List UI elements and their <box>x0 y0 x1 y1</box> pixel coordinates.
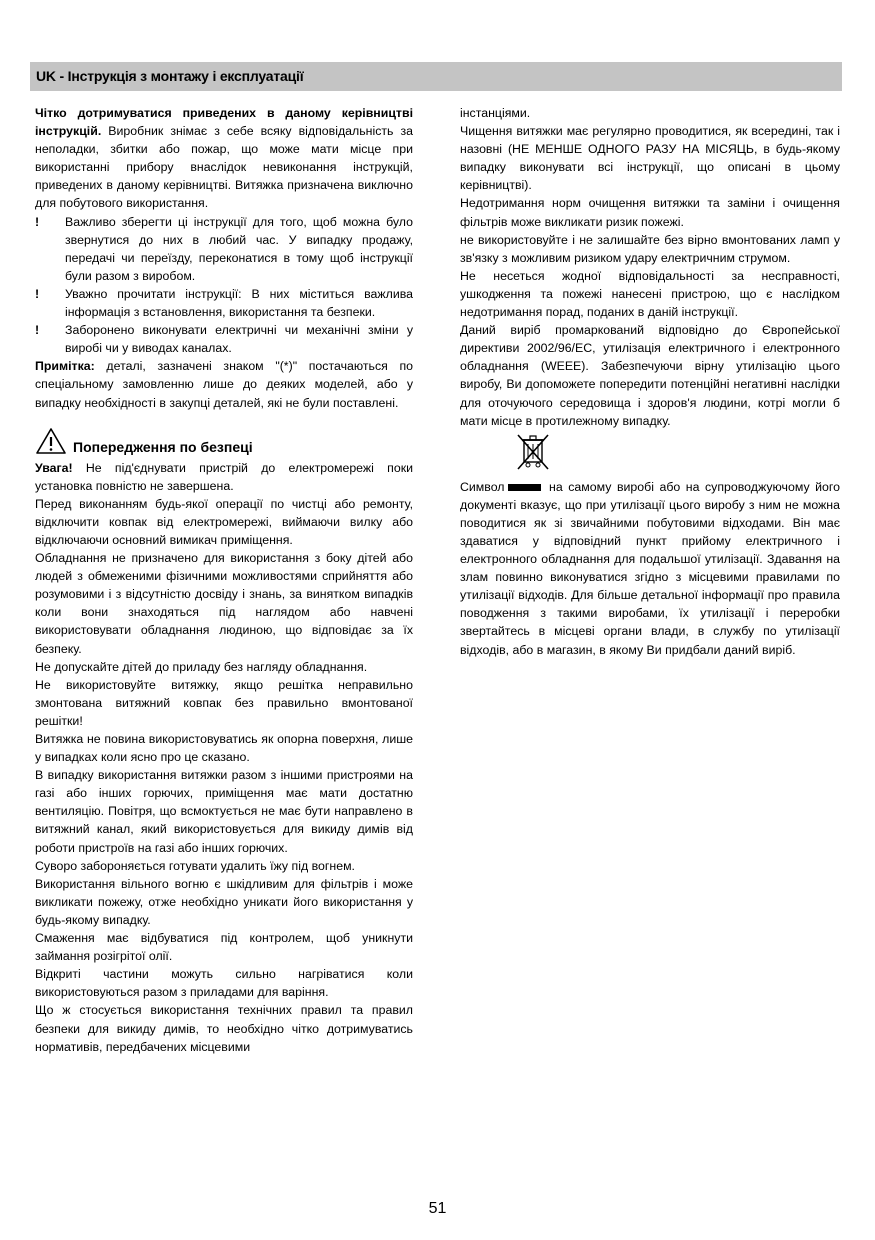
exclamation-icon: ! <box>35 323 40 338</box>
paragraph: не використовуйте і не залишайте без вірно вмонтованих ламп у зв'язку з можливим ризиком удару електричним струмом. <box>460 232 840 265</box>
intro-paragraph <box>35 104 413 213</box>
bullet-text: Заборонено виконувати електричні чи механічні зміни у виробі чи у виводах каналах. <box>65 323 413 356</box>
bullet-text: Уважно прочитати інструкції: В них міститься важлива інформація з встановлення, використання та безпеки. <box>65 286 413 320</box>
paragraph: Не допускайте дітей до приладу без нагляду обладнання. <box>35 659 368 674</box>
note-bold: Примітка: <box>35 359 95 374</box>
note-paragraph <box>35 357 413 411</box>
symbol-paragraph <box>460 478 840 659</box>
right-column <box>460 104 840 659</box>
symbol-word: Символ <box>460 479 505 494</box>
intro-text: Виробник знімає з себе всяку відповідальність за неполадки, збитки або пожар, що може мати місце при використанні прибору внаслідок невиконання інструкцій, приведених в даному керівництві. Витяжка призначена виключно для побутового використання. <box>35 124 413 211</box>
black-bar-symbol <box>508 484 541 491</box>
bullet-text: Важливо зберегти ці інструкції для того, щоб можна було звернутися до них в любий час. У випадку продажу, передачі чи переїзду, переконатися в тому щоб інструкції були разом з виробом. <box>65 214 413 283</box>
paragraph: інстанціями. <box>460 106 531 120</box>
page-number: 51 <box>428 1200 447 1217</box>
symbol-text: на самому виробі або на супроводжуючому його документі вказує, що при утилізації цього виробу з ним не можна поводитися як зі звичайними побутовими відходами. Він має здаватися у відповідний пункт прийому електричного і електронного обладнання для подальшої утилізації. Здавання на злам повинно виконуватися згідно з місцевими правилами по утилізації відходів. Для більше детальної інформації про правила поводження з такими виробами, їх утилізації і переробки звертайтесь в місцеві органи влади, в службу по утилізації відходів, або в магазин, в якому Ви придбали даний виріб. <box>460 479 840 657</box>
paragraph: Витяжка не повина використовуватись як опорна поверхня, лише у випадках коли ясно про це сказано. <box>35 732 413 765</box>
safety-title: Попередження по безпеці <box>73 438 253 455</box>
bullet-item <box>35 213 413 285</box>
section-header <box>30 62 842 91</box>
paragraph: Обладнання не призначено для використання з боку дітей або людей з обмеженими фізичними можливостями сприйняття або розумовими і з відсутністю досвіду і знань, за винятком випадків коли вони знаходяться під наглядом або навчені використовувати обладнання людиною, що відповідає за їх безпеку. <box>35 551 413 656</box>
paragraph: Не несеться жодної відповідальності за несправності, ушкодження та пожежі нанесені пристрою, що є наслідком недотримання порад, поданих в даній інструкції. <box>460 268 840 320</box>
weee-symbol <box>460 432 840 474</box>
warning-text: Не під'єднувати пристрій до електромережі поки установка повністю не завершена. <box>35 460 413 493</box>
paragraph: Перед виконанням будь-якої операції по чистці або ремонту, відключити ковпак від електромережі, виймаючи вилку або відключаючи основний вимикач приміщення. <box>35 496 413 547</box>
bullet-item <box>35 321 413 357</box>
paragraph: Суворо забороняється готувати удалить їжу під вогнем. <box>35 858 355 873</box>
exclamation-icon: ! <box>35 286 40 301</box>
paragraph: Не використовуйте витяжку, якщо решітка неправильно змонтована витяжний ковпак без правильно вмонтованої решітки! <box>35 677 413 728</box>
paragraph: Відкриті частини можуть сильно нагріватися коли використовуються разом з приладами для варіння. <box>35 967 413 1000</box>
paragraph: Недотримання норм очищення витяжки та заміни і очищення фільтрів може викликати ризик пожежі. <box>460 196 840 229</box>
paragraph: Смаження має відбуватися під контролем, щоб уникнути займання розігрітої олії. <box>35 931 413 964</box>
paragraph: Що ж стосується використання технічних правил та правил безпеки для викиду димів, то необхідно чітко дотримуватись нормативів, передбачених місцевими <box>35 1003 413 1054</box>
warning-triangle-icon <box>35 427 67 455</box>
intro-bold: Чітко дотримуватися приведених в даному керівництві інструкцій. <box>35 106 413 139</box>
paragraph: Чищення витяжки має регулярно проводитися, як всередині, так і назовні (НЕ МЕНШЕ ОДНОГО РАЗУ НА МІСЯЦЬ, в будь-якому випадку виконувати всі інструкції, що описані в цьому керівництві). <box>460 124 840 193</box>
bullet-item <box>35 285 413 321</box>
warning-bold: Увага! <box>35 460 73 475</box>
paragraph: В випадку використання витяжки разом з іншими пристроями на газі або інших горючих, приміщення має мати достатню вентиляцію. Повітря, що всмоктується не має бути направлено в витяжний канал, який використовується для викиду димів від роботи пристроїв на газі або інших горючих. <box>35 768 413 855</box>
left-column <box>35 104 413 1056</box>
note-text: деталі, зазначені знаком "(*)" постачаються по спеціальному замовленню лише до деяких моделей, або у випадку необхідності в закупці деталей, які не були поставлені. <box>35 359 413 410</box>
safety-heading <box>35 427 413 459</box>
crossed-bin-icon <box>515 432 551 472</box>
paragraph: Використання вільного вогню є шкідливим для фільтрів і може викликати пожежу, отже необхідно уникати його використання у будь-якому випадку. <box>35 876 413 927</box>
exclamation-icon: ! <box>35 214 40 229</box>
warning-paragraph <box>35 459 413 495</box>
header-title: UK - Інструкція з монтажу і експлуатації <box>36 68 304 84</box>
paragraph: Даний виріб промаркований відповідно до Європейської директиви 2002/96/ЕС, утилізація електричного і електронного обладнання (WEEE). Забезпечуючи вірну утилізацію цього виробу, Ви допоможете попередити потенційні негативні наслідки для оточуючого середовища і здоров'я людини, котрі могли б мати місце в протилежному випадку. <box>460 323 840 428</box>
